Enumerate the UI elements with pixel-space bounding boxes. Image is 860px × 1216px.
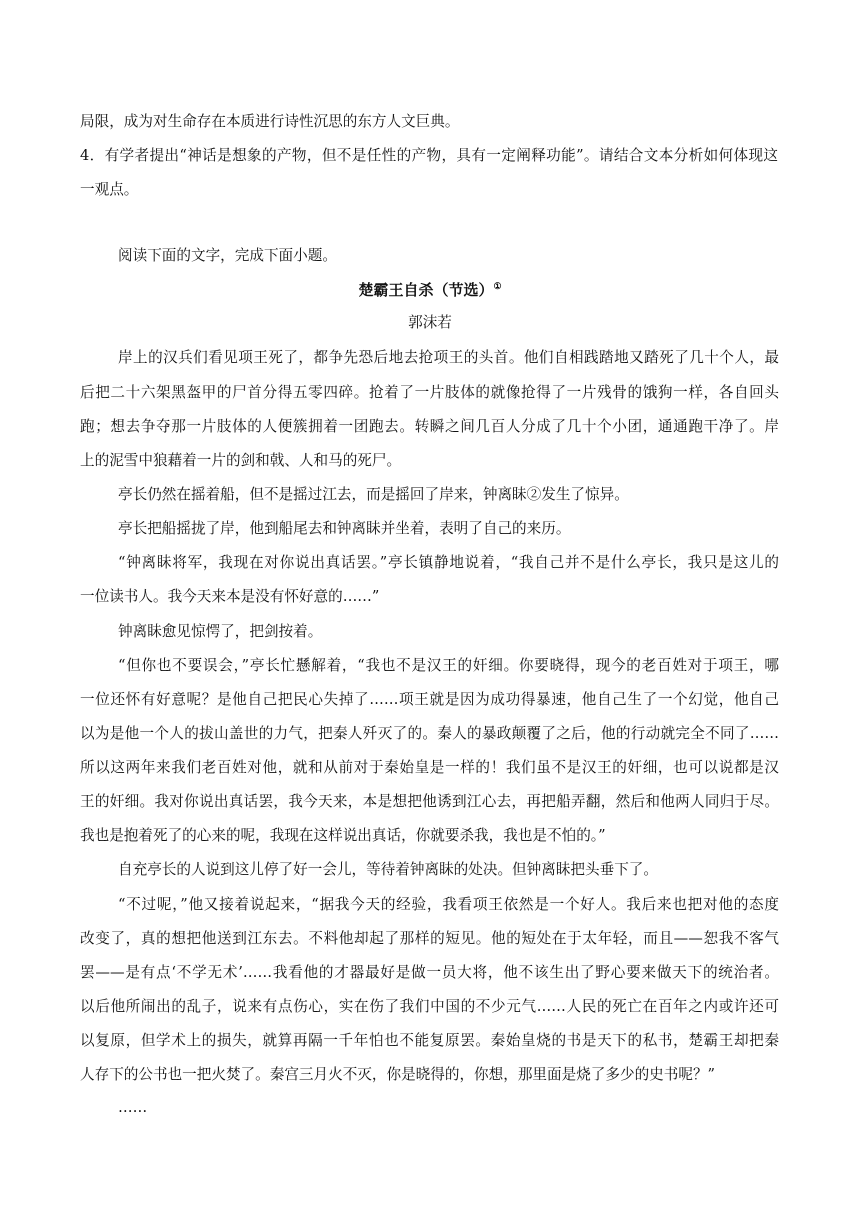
title-footnote-mark: ① <box>493 282 502 292</box>
article-title-text: 楚霸王自杀（节选） <box>358 281 494 299</box>
article-author: 郭沫若 <box>408 314 452 331</box>
body-line: “但你也不要误会，”亭长忙懸解着，“我也不是汉王的奸细。你要晓得，现今的老百姓对于项王，哪 <box>118 657 779 674</box>
body-line: 自充亭长的人说到这儿停了好一会儿，等待着钟离眛的处决。但钟离眛把头垂下了。 <box>118 861 658 878</box>
body-line: 跑；想去争夺那一片肢体的人便簇拥着一团跑去。转瞬之间几百人分成了几十个小团，通通跑干净了。岸 <box>80 418 779 435</box>
reading-instruction: 阅读下面的文字，完成下面小题。 <box>118 247 337 264</box>
body-line: 亭长把船摇拢了岸，他到船尾去和钟离眛并坐着，表明了自己的来历。 <box>118 520 571 537</box>
body-line: 亭长仍然在摇着船，但不是摇过江去，而是摇回了岸来，钟离眛②发生了惊异。 <box>118 486 629 503</box>
body-line: 一位还怀有好意呢？是他自己把民心失掉了……项王就是因为成功得暴速，他自己生了一个幻觉，他自己 <box>80 691 779 708</box>
body-line: 一位读书人。我今天来本是没有怀好意的……” <box>80 588 380 605</box>
body-line: 上的泥雪中狼藉着一片的剑和戟、人和马的死尸。 <box>80 452 402 469</box>
body-line: 人存下的公书也一把火焚了。秦宫三月火不灭，你是晓得的，你想，那里面是烧了多少的史书呢？” <box>80 1066 715 1083</box>
body-line: 钟离眛愈见惊愕了，把剑按着。 <box>118 623 323 640</box>
body-line: “钟离眛将军，我现在对你说出真话罢。”亭长镇静地说着，“我自己并不是什么亭长，我只是这儿的 <box>118 554 779 571</box>
body-line: 王的奸细。我对你说出真话罢，我今天来，本是想把他诱到江心去，再把船弄翻，然后和他两人同归于尽。 <box>80 793 779 810</box>
body-line: 改变了，真的想把他送到江东去。不料他却起了那样的短见。他的短处在于太年轻，而且——恕我不客气 <box>80 930 779 947</box>
body-line: “不过呢，”他又接着说起来，“据我今天的经验，我看项王依然是一个好人。我后来也把对他的态度 <box>118 896 779 913</box>
body-line: 以后他所闹出的乱子，说来有点伤心，实在伤了我们中国的不少元气……人民的死亡在百年之内或许还可 <box>80 998 779 1015</box>
question-4-line: 一观点。 <box>80 181 139 198</box>
body-line: 以为是他一个人的拔山盖世的力气，把秦人歼灭了的。秦人的暴政颠覆了之后，他的行动就完全不同了…… <box>80 725 779 742</box>
body-line: 以复原，但学术上的损失，就算再隔一千年怕也不能复原罢。秦始皇烧的书是天下的私书，楚霸王却把秦 <box>80 1032 779 1049</box>
question-4-line: 4．有学者提出“神话是想象的产物，但不是任性的产物，具有一定阐释功能”。请结合文本分析如何体现这 <box>80 147 778 164</box>
body-line: 岸上的汉兵们看见项王死了，都争先恐后地去抢项王的头首。他们自相践踏地又踏死了几十个人，最 <box>118 349 779 366</box>
body-line: 后把二十六架黑盔甲的尸首分得五零四碎。抢着了一片肢体的就像抢得了一片残骨的饿狗一样，各自回头 <box>80 384 779 401</box>
ellipsis-line: …… <box>118 1099 148 1116</box>
body-line: 我也是抱着死了的心来的呢，我现在这样说出真话，你就要杀我，我也是不怕的。” <box>80 827 606 844</box>
body-line: 所以这两年来我们老百姓对他，就和从前对于秦始皇是一样的！我们虽不是汉王的奸细，也可以说都是汉 <box>80 759 779 776</box>
body-line: 罢——是有点‘不学无术’……我看他的才器最好是做一员大将，他不该生出了野心要来做天下的统治者。 <box>80 964 779 981</box>
prev-text-line: 局限，成为对生命存在本质进行诗性沉思的东方人文巨典。 <box>80 113 460 130</box>
article-title <box>0 280 860 300</box>
